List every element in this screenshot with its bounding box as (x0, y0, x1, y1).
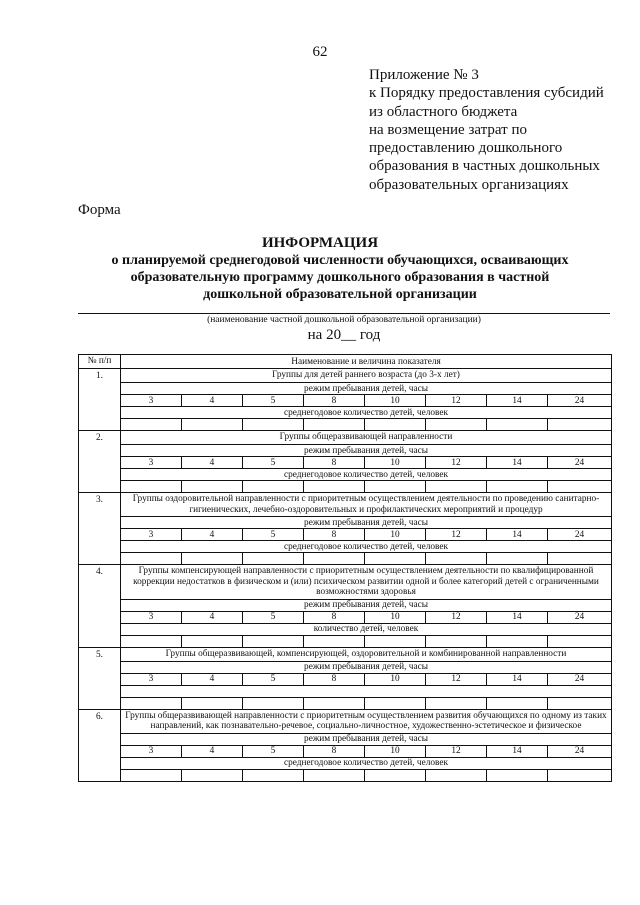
count-value-cell[interactable] (304, 419, 365, 431)
group-title: Группы для детей раннего возраста (до 3-х лет) (121, 369, 612, 383)
header-title: Наименование и величина показателя (121, 355, 612, 369)
hours-row (79, 457, 612, 469)
hours-cell: 24 (548, 745, 612, 757)
count-value-cell[interactable] (243, 481, 304, 493)
mode-label: режим пребывания детей, часы (121, 445, 612, 457)
year-line: на 20__ год (307, 327, 381, 343)
count-label: среднегодовое количество детей, человек (121, 469, 612, 481)
count-value-cell[interactable] (548, 697, 612, 709)
header-number: № п/п (79, 355, 121, 369)
count-value-cell[interactable] (487, 635, 548, 647)
table-header-row (79, 355, 612, 369)
count-value-cell[interactable] (548, 419, 612, 431)
hours-cell: 14 (487, 673, 548, 685)
group-title-row (79, 431, 612, 445)
hours-cell: 24 (548, 611, 612, 623)
organization-name-line (78, 313, 610, 314)
count-value-cell[interactable] (182, 635, 243, 647)
appendix-line: образования в частных дошкольных (369, 158, 600, 175)
count-value-cell[interactable] (121, 697, 182, 709)
count-value-cell[interactable] (365, 553, 426, 565)
appendix-line: предоставлению дошкольного (369, 140, 563, 157)
mode-row (79, 733, 612, 745)
hours-row (79, 611, 612, 623)
hours-cell: 8 (304, 673, 365, 685)
count-value-cell[interactable] (243, 635, 304, 647)
count-value-cell[interactable] (121, 553, 182, 565)
hours-cell: 4 (182, 457, 243, 469)
count-value-cell[interactable] (365, 481, 426, 493)
hours-cell: 8 (304, 745, 365, 757)
group-number: 3. (79, 493, 121, 565)
count-value-cell[interactable] (304, 481, 365, 493)
hours-cell: 24 (548, 457, 612, 469)
hours-cell: 5 (243, 611, 304, 623)
subtitle-line: о планируемой среднегодовой численности обучающихся, осваивающих (111, 253, 569, 268)
mode-label: режим пребывания детей, часы (121, 661, 612, 673)
group-number: 5. (79, 647, 121, 709)
group-title-row (79, 647, 612, 661)
count-value-cell[interactable] (426, 419, 487, 431)
group-title: Группы общеразвивающей направленности с приоритетным осуществлением развития обучающихся по одному из таких направлений, как познавательно-речевое, социально-личностное, художественно-эстетическое и физическое (121, 709, 612, 733)
count-label-row (79, 685, 612, 697)
hours-cell: 24 (548, 529, 612, 541)
count-value-cell[interactable] (243, 697, 304, 709)
count-value-row (79, 419, 612, 431)
hours-cell: 12 (426, 529, 487, 541)
document-title: ИНФОРМАЦИЯ (261, 235, 379, 251)
count-value-cell[interactable] (365, 697, 426, 709)
group-title-row (79, 369, 612, 383)
count-value-cell[interactable] (121, 769, 182, 781)
hours-cell: 24 (548, 395, 612, 407)
hours-cell: 5 (243, 745, 304, 757)
count-value-cell[interactable] (426, 635, 487, 647)
group-number: 6. (79, 709, 121, 781)
hours-cell: 24 (548, 673, 612, 685)
hours-cell: 14 (487, 745, 548, 757)
count-value-cell[interactable] (182, 697, 243, 709)
mode-label: режим пребывания детей, часы (121, 733, 612, 745)
appendix-line: на возмещение затрат по (369, 121, 527, 138)
hours-cell: 10 (365, 745, 426, 757)
hours-cell: 5 (243, 529, 304, 541)
mode-row (79, 383, 612, 395)
hours-cell: 3 (121, 529, 182, 541)
group-number: 1. (79, 369, 121, 431)
hours-cell: 8 (304, 611, 365, 623)
count-value-cell[interactable] (243, 769, 304, 781)
hours-cell: 3 (121, 395, 182, 407)
count-value-row (79, 553, 612, 565)
appendix-line: к Порядку предоставления субсидий (369, 85, 604, 102)
organization-name-caption: (наименование частной дошкольной образовательной организации) (207, 315, 481, 325)
hours-cell: 8 (304, 395, 365, 407)
count-label-row (79, 407, 612, 419)
hours-row (79, 673, 612, 685)
hours-cell: 4 (182, 745, 243, 757)
count-value-cell[interactable] (304, 697, 365, 709)
count-label (121, 685, 612, 697)
count-label: среднегодовое количество детей, человек (121, 541, 612, 553)
mode-label: режим пребывания детей, часы (121, 383, 612, 395)
count-value-cell[interactable] (365, 419, 426, 431)
hours-cell: 12 (426, 457, 487, 469)
group-number: 2. (79, 431, 121, 493)
hours-cell: 14 (487, 611, 548, 623)
hours-cell: 12 (426, 395, 487, 407)
count-value-cell[interactable] (304, 635, 365, 647)
count-value-cell[interactable] (487, 553, 548, 565)
hours-cell: 8 (304, 529, 365, 541)
hours-cell: 10 (365, 395, 426, 407)
hours-row (79, 395, 612, 407)
subtitle-line: дошкольной образовательной организации (203, 287, 477, 302)
hours-cell: 3 (121, 457, 182, 469)
group-number: 4. (79, 565, 121, 648)
count-value-cell[interactable] (487, 419, 548, 431)
hours-cell: 14 (487, 529, 548, 541)
count-label: количество детей, человек (121, 623, 612, 635)
hours-cell: 12 (426, 673, 487, 685)
hours-cell: 5 (243, 673, 304, 685)
count-value-cell[interactable] (426, 553, 487, 565)
count-value-cell[interactable] (548, 635, 612, 647)
count-value-cell[interactable] (304, 553, 365, 565)
mode-label: режим пребывания детей, часы (121, 599, 612, 611)
count-value-cell[interactable] (548, 481, 612, 493)
count-value-cell[interactable] (182, 553, 243, 565)
count-value-row (79, 769, 612, 781)
hours-row (79, 529, 612, 541)
count-label-row (79, 469, 612, 481)
subtitle-line: образовательную программу дошкольного образования в частной (130, 270, 550, 285)
appendix-reference (369, 66, 629, 194)
group-title: Группы компенсирующей направленности с приоритетным осуществлением деятельности по квалифицированной коррекции недостатков в физическом и (или) психическом развитии одной и более категорий детей с ограниченными возможностями здоровья (121, 565, 612, 600)
form-label: Форма (78, 202, 121, 218)
count-value-cell[interactable] (548, 769, 612, 781)
count-value-cell[interactable] (182, 769, 243, 781)
hours-cell: 12 (426, 611, 487, 623)
count-label: среднегодовое количество детей, человек (121, 407, 612, 419)
appendix-line: образовательных организациях (369, 176, 569, 193)
hours-cell: 10 (365, 611, 426, 623)
count-value-cell[interactable] (243, 553, 304, 565)
count-value-cell[interactable] (121, 635, 182, 647)
count-value-cell[interactable] (182, 419, 243, 431)
count-value-cell[interactable] (243, 419, 304, 431)
hours-cell: 4 (182, 673, 243, 685)
mode-row (79, 599, 612, 611)
count-value-cell[interactable] (487, 697, 548, 709)
count-value-cell[interactable] (121, 481, 182, 493)
appendix-line: из областного бюджета (369, 103, 518, 120)
hours-cell: 3 (121, 673, 182, 685)
hours-cell: 8 (304, 457, 365, 469)
hours-row (79, 745, 612, 757)
count-label-row (79, 541, 612, 553)
count-value-cell[interactable] (426, 481, 487, 493)
page-number: 62 (312, 44, 328, 60)
group-title-row (79, 709, 612, 733)
document-subtitle (80, 252, 600, 303)
count-value-cell[interactable] (487, 481, 548, 493)
group-title-row (79, 493, 612, 517)
hours-cell: 10 (365, 673, 426, 685)
count-value-cell[interactable] (182, 481, 243, 493)
appendix-line: Приложение № 3 (369, 67, 479, 83)
group-title: Группы общеразвивающей направленности (121, 431, 612, 445)
hours-cell: 14 (487, 395, 548, 407)
count-value-row (79, 697, 612, 709)
mode-row (79, 661, 612, 673)
group-title: Группы оздоровительной направленности с приоритетным осуществлением деятельности по проведению санитарно-гигиенических, лечебно-оздоровительных и профилактических мероприятий и процедур (121, 493, 612, 517)
mode-row (79, 517, 612, 529)
count-label: среднегодовое количество детей, человек (121, 757, 612, 769)
group-title: Группы общеразвивающей, компенсирующей, оздоровительной и комбинированной направленности (121, 647, 612, 661)
group-title-row (79, 565, 612, 600)
hours-cell: 10 (365, 529, 426, 541)
hours-cell: 4 (182, 395, 243, 407)
hours-cell: 12 (426, 745, 487, 757)
indicator-table (78, 354, 612, 782)
count-value-cell[interactable] (426, 697, 487, 709)
count-value-cell[interactable] (548, 553, 612, 565)
count-value-cell[interactable] (426, 769, 487, 781)
count-value-row (79, 635, 612, 647)
count-value-row (79, 481, 612, 493)
hours-cell: 14 (487, 457, 548, 469)
hours-cell: 5 (243, 395, 304, 407)
hours-cell: 4 (182, 611, 243, 623)
hours-cell: 4 (182, 529, 243, 541)
mode-row (79, 445, 612, 457)
count-label-row (79, 623, 612, 635)
hours-cell: 5 (243, 457, 304, 469)
count-value-cell[interactable] (304, 769, 365, 781)
count-value-cell[interactable] (121, 419, 182, 431)
count-value-cell[interactable] (365, 769, 426, 781)
hours-cell: 3 (121, 611, 182, 623)
hours-cell: 10 (365, 457, 426, 469)
count-label-row (79, 757, 612, 769)
count-value-cell[interactable] (365, 635, 426, 647)
count-value-cell[interactable] (487, 769, 548, 781)
mode-label: режим пребывания детей, часы (121, 517, 612, 529)
hours-cell: 3 (121, 745, 182, 757)
